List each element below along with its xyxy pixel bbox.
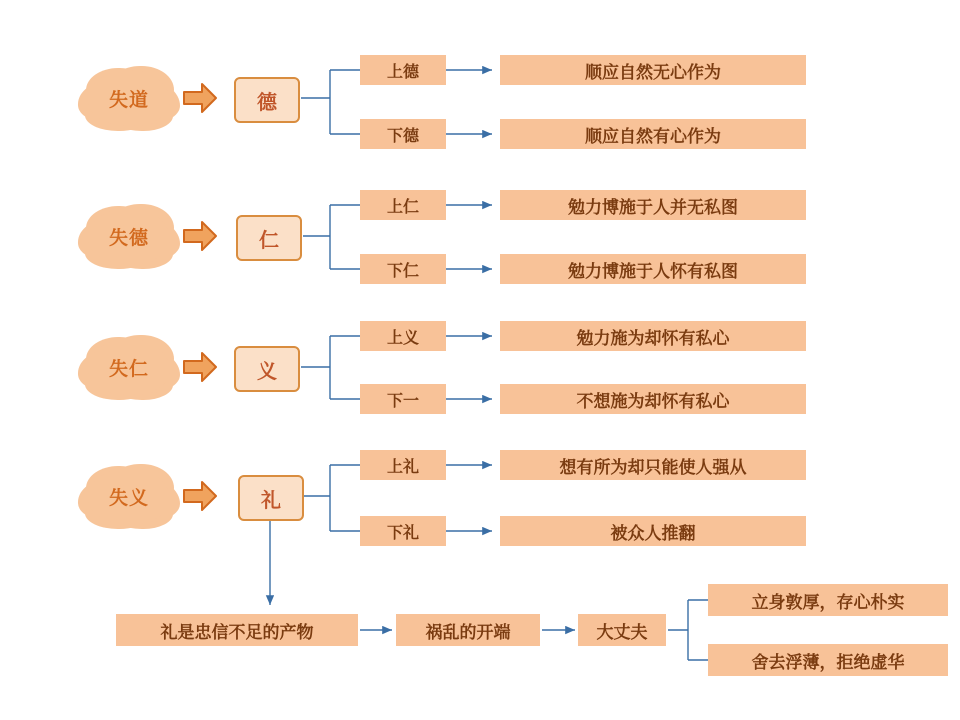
cloud-group-2	[88, 208, 170, 264]
cloud-group-1	[88, 70, 170, 126]
key-box-4	[238, 475, 304, 521]
key-box-3	[234, 346, 300, 392]
sub-label-3-2	[360, 384, 446, 414]
sub-label-text: 下德	[386, 127, 419, 145]
bottom-result-text: 立身敦厚，存心朴实	[751, 592, 905, 612]
key-box-label: 礼	[261, 489, 281, 512]
key-box-label: 德	[257, 91, 277, 114]
bottom-result-2	[708, 644, 948, 676]
sub-label-text: 上德	[386, 63, 419, 81]
key-box-1	[234, 77, 300, 123]
description-4-1	[500, 450, 806, 480]
arrow-right-icon-1	[182, 81, 218, 115]
bottom-chain-item-2	[396, 614, 540, 646]
sub-label-2-1	[360, 190, 446, 220]
sub-label-4-2	[360, 516, 446, 546]
description-2-1	[500, 190, 806, 220]
cloud-group-3	[88, 339, 170, 395]
bottom-chain-text: 祸乱的开端	[425, 622, 511, 642]
sub-label-text: 下一	[386, 392, 419, 410]
bottom-chain-text: 大丈夫	[596, 622, 648, 642]
cloud-label: 失仁	[108, 358, 149, 380]
arrow-right-icon-4	[182, 479, 218, 513]
description-1-2	[500, 119, 806, 149]
sub-label-text: 上义	[386, 329, 419, 347]
description-text: 勉力博施于人怀有私图	[568, 261, 738, 281]
cloud-group-4	[88, 468, 170, 524]
sub-label-4-1	[360, 450, 446, 480]
description-text: 想有所为却只能使人强从	[559, 457, 747, 477]
sub-label-text: 下仁	[386, 262, 419, 280]
description-1-1	[500, 55, 806, 85]
description-3-2	[500, 384, 806, 414]
bottom-chain-item-3	[578, 614, 666, 646]
sub-label-text: 上礼	[386, 458, 419, 476]
key-box-label: 义	[257, 360, 277, 383]
sub-label-2-2	[360, 254, 446, 284]
bottom-chain-text: 礼是忠信不足的产物	[160, 622, 314, 642]
cloud-label: 失德	[108, 227, 149, 249]
cloud-label: 失义	[108, 487, 149, 509]
description-text: 顺应自然无心作为	[585, 62, 721, 82]
bottom-chain-item-1	[116, 614, 358, 646]
sub-label-text: 上仁	[386, 198, 419, 216]
arrow-right-icon-3	[182, 350, 218, 384]
key-box-2	[236, 215, 302, 261]
description-text: 勉力博施于人并无私图	[568, 197, 738, 217]
description-text: 被众人推翻	[610, 523, 696, 543]
description-text: 勉力施为却怀有私心	[576, 328, 730, 348]
key-box-label: 仁	[259, 229, 279, 252]
arrow-right-icon-2	[182, 219, 218, 253]
sub-label-3-1	[360, 321, 446, 351]
cloud-label: 失道	[108, 89, 149, 111]
sub-label-text: 下礼	[386, 524, 419, 542]
description-4-2	[500, 516, 806, 546]
description-2-2	[500, 254, 806, 284]
bottom-result-1	[708, 584, 948, 616]
bottom-result-text: 舍去浮薄，拒绝虚华	[751, 652, 905, 672]
description-text: 不想施为却怀有私心	[576, 391, 730, 411]
sub-label-1-1	[360, 55, 446, 85]
description-3-1	[500, 321, 806, 351]
sub-label-1-2	[360, 119, 446, 149]
description-text: 顺应自然有心作为	[585, 126, 721, 146]
